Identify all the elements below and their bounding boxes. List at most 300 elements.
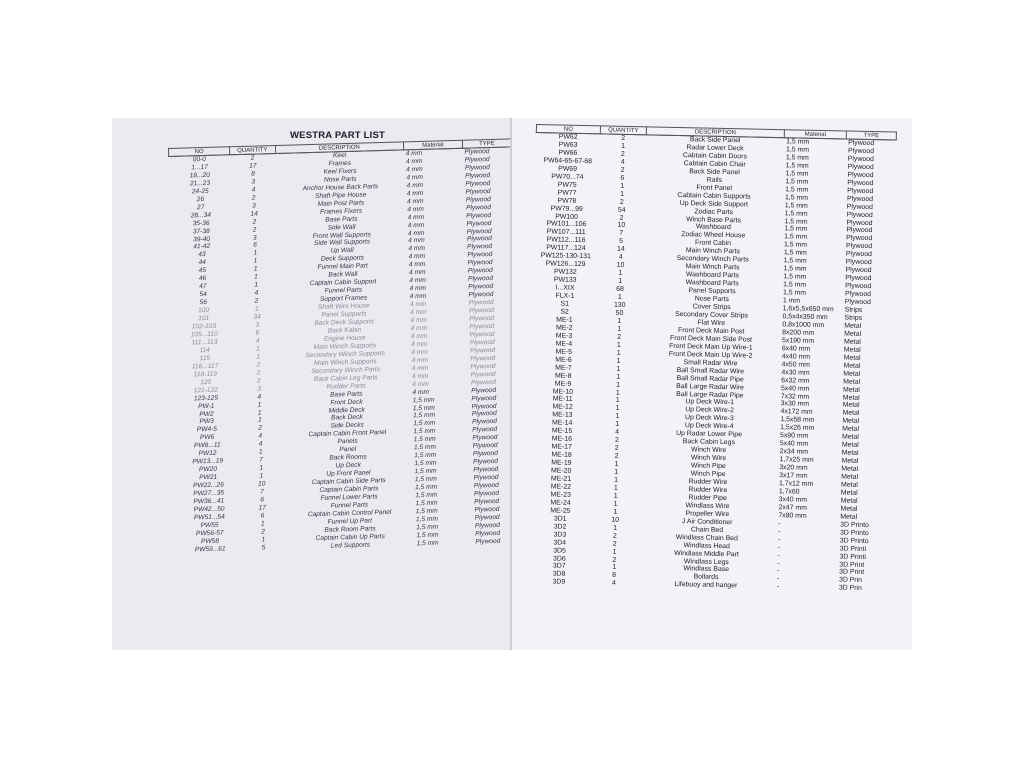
part-description: Anchor House Back Parts [302, 182, 379, 193]
part-number: S1 [560, 300, 570, 308]
part-number: ME-21 [550, 475, 572, 483]
part-quantity: 1 [259, 464, 264, 472]
part-description: Back Rooms [329, 453, 367, 462]
part-description: Front Deck [330, 398, 363, 407]
part-description: Secondary Winch Parts [676, 255, 749, 264]
part-quantity: 1 [620, 182, 625, 190]
part-number: 3D4 [553, 539, 567, 547]
part-number: PW117...124 [546, 244, 586, 253]
part-number: 123-125 [193, 394, 219, 402]
part-type: Plywood [467, 251, 493, 260]
part-type: Plywood [468, 307, 494, 315]
part-type: Plywood [846, 203, 873, 211]
part-quantity: 1 [617, 317, 622, 325]
part-description: J Air Conditioner [681, 517, 733, 526]
part-number: PW132 [554, 268, 577, 277]
part-type: Plywood [464, 163, 490, 172]
part-quantity: 1 [257, 416, 262, 425]
part-material: 4 mm [410, 316, 427, 325]
part-material: - [778, 519, 781, 527]
part-quantity: 1 [616, 357, 621, 365]
part-quantity: 1 [614, 468, 619, 476]
part-quantity: 2 [250, 154, 255, 162]
part-description: Frames Fixers [319, 207, 363, 216]
part-number: 39-40 [193, 235, 211, 243]
part-material: 1,5 mm [784, 201, 808, 210]
part-description: Zodiac Wheel House [681, 231, 746, 240]
part-type: Plywood [846, 227, 873, 235]
part-description: Front Deck Main Up Wire-1 [669, 342, 753, 352]
part-quantity: 2 [252, 218, 257, 226]
part-description: Back Deck Supports [314, 318, 375, 327]
part-material: 3x30 mm [780, 400, 810, 409]
part-quantity: 2 [612, 532, 617, 540]
part-quantity: 1 [613, 524, 618, 532]
part-description: Support Frames [319, 294, 368, 303]
part-quantity: 4 [254, 289, 259, 297]
part-number: 118-119 [193, 370, 218, 379]
part-description: Panels [337, 438, 358, 446]
part-type: Plywood [466, 219, 492, 228]
part-description: Captain Cabin Control Panel [307, 508, 392, 519]
part-type: Plywood [844, 298, 871, 307]
part-material: 1,5 mm [784, 225, 808, 234]
part-description: Keel Fixers [323, 167, 357, 176]
part-description: Up Radar Lower Pipe [676, 430, 743, 439]
part-quantity: 1 [254, 305, 259, 313]
part-type: Plywood [845, 242, 873, 251]
part-material: 4 mm [410, 324, 428, 333]
part-number: PW3 [199, 418, 214, 426]
part-quantity: 4 [615, 428, 620, 437]
part-description: Secondary Winch Supports [305, 349, 386, 360]
part-material: 1,7x60 [778, 488, 800, 496]
part-material: 3x17 mm [779, 472, 808, 480]
part-type: Metal [843, 378, 861, 386]
part-type: Metal [840, 497, 858, 505]
part-type: Metal [843, 354, 861, 362]
part-description: Deck Supports [320, 254, 365, 264]
part-material: 1,5 mm [783, 241, 808, 250]
part-description: Lifebuoy and hanger [674, 581, 738, 590]
part-number: 114 [199, 346, 211, 355]
part-quantity: 1 [617, 325, 622, 333]
part-material: 5x90 mm [779, 432, 809, 441]
part-description: Side Wall Supports [313, 238, 371, 248]
part-type: Metal [843, 346, 861, 354]
part-description: Cabtain Cabin Doors [682, 151, 747, 161]
part-material: 4 mm [412, 388, 429, 396]
part-material: 1,5 mm [783, 281, 807, 289]
part-type: Plywood [471, 402, 497, 411]
part-material: 0,5x4x350 mm [782, 313, 828, 322]
part-material: 1,5 mm [412, 404, 435, 412]
part-type: Plywood [465, 203, 492, 212]
part-type: Plywood [470, 378, 496, 387]
part-material: 1,5 mm [414, 459, 437, 468]
part-material: 4 mm [411, 364, 429, 373]
part-quantity: 14 [616, 246, 625, 254]
part-material: 1,5 mm [784, 193, 809, 202]
part-quantity: 1 [258, 448, 263, 456]
part-number: 3D8 [552, 570, 566, 579]
part-quantity: 1 [615, 405, 620, 413]
part-material: 4 mm [407, 205, 424, 214]
part-description: Base Parts [330, 390, 363, 399]
part-quantity: 1 [615, 413, 620, 421]
part-number: 3D5 [553, 547, 566, 555]
part-type: Strips [844, 314, 863, 322]
part-description: Led Supports [330, 541, 371, 550]
part-material: 4 mm [410, 340, 428, 349]
part-description: Windlass Middle Part [674, 549, 739, 558]
part-number: PW6 [199, 434, 215, 442]
part-material: 4 mm [408, 237, 425, 245]
part-type: Plywood [474, 521, 500, 530]
part-type: Plywood [467, 267, 493, 275]
part-quantity: 2 [617, 333, 622, 341]
part-material: 4x50 mm [781, 360, 810, 369]
part-quantity: 50 [615, 309, 624, 317]
part-type: 3D Printo [839, 529, 869, 537]
part-number: PW62 [558, 133, 578, 141]
part-number: 28...34 [190, 211, 212, 220]
part-description: Rudder Wire [688, 478, 728, 487]
header-description: DESCRIPTION [275, 142, 404, 154]
part-description: Up Deck Wire-4 [684, 422, 734, 431]
part-number: ME-10 [552, 387, 574, 396]
part-type: Metal [841, 457, 859, 465]
part-number: PW13...19 [192, 457, 224, 466]
part-material: 4 mm [408, 253, 426, 261]
part-quantity: 1 [612, 548, 617, 556]
part-description: Main Winch Parts [685, 247, 740, 256]
part-description: Cabtain Cabin Chair [683, 159, 746, 169]
part-material: 4 mm [406, 189, 424, 198]
part-type: Plywood [471, 418, 498, 427]
part-description: Back Deck [331, 414, 363, 423]
part-number: 24-25 [191, 187, 209, 196]
part-quantity: 2 [614, 452, 619, 460]
part-material: 4 mm [409, 300, 427, 309]
part-number: 41-42 [193, 243, 211, 251]
part-quantity: 1 [613, 484, 618, 492]
part-quantity: 1 [613, 500, 618, 508]
part-quantity: 1 [257, 401, 262, 409]
part-description: Secondary Cover Strips [675, 310, 748, 320]
part-quantity: 8 [251, 170, 255, 178]
part-material: 2x47 mm [778, 504, 807, 512]
part-type: Plywood [467, 259, 493, 268]
part-type: Plywood [471, 394, 497, 403]
part-number: PW112...116 [546, 236, 586, 245]
part-number: ME-6 [555, 356, 572, 364]
part-description: Radar Lower Deck [686, 144, 744, 153]
part-quantity: 2 [256, 361, 261, 369]
part-description: Back Wall [328, 271, 358, 279]
part-description: Front Cabin [694, 239, 732, 248]
header-material: Material [403, 140, 462, 150]
part-number: 1...17 [191, 163, 208, 172]
part-description: Back Kabin [327, 326, 362, 335]
part-number: S2 [560, 308, 569, 316]
part-material: 1,5 mm [785, 170, 809, 178]
part-material: - [777, 567, 780, 575]
part-description: Panel [339, 446, 357, 454]
part-type: Plywood [466, 211, 492, 220]
part-material: 8x200 mm [782, 329, 815, 337]
part-number: 43 [198, 251, 206, 259]
part-material: 4 mm [410, 332, 428, 341]
part-quantity: 17 [258, 504, 267, 512]
part-type: Plywood [847, 163, 874, 171]
part-number: 121-122 [193, 386, 218, 395]
part-number: I...XIX [555, 284, 575, 292]
part-number: ME-17 [551, 443, 572, 451]
part-type: Plywood [847, 187, 874, 195]
part-material: 1,5 mm [415, 507, 438, 516]
part-type: Plywood [469, 330, 495, 339]
part-material: - [776, 575, 780, 583]
right-page [512, 118, 912, 650]
part-description: Up Deck Wire-1 [685, 398, 735, 407]
part-number: PW77 [557, 189, 577, 197]
part-type: 3D Prin [838, 576, 863, 585]
part-type: Plywood [848, 139, 875, 148]
part-description: Zodiac Parts [694, 207, 734, 216]
left-page [112, 118, 512, 650]
part-material: 7x80 mm [778, 511, 807, 520]
part-type: Plywood [844, 290, 872, 299]
part-description: Front Deck Main Up Wire-2 [668, 350, 753, 360]
part-material: 1,5 mm [785, 185, 809, 194]
part-description: Rails [706, 176, 723, 184]
part-description: Main Winch Supports [313, 358, 377, 367]
part-type: Plywood [845, 266, 872, 275]
part-type: Metal [842, 401, 860, 410]
part-description: Front Deck Main Side Post [669, 334, 753, 344]
part-type: Plywood [846, 195, 874, 203]
part-description: Nose Parts [323, 175, 357, 184]
part-number: PW100 [555, 212, 578, 221]
part-description: Back Cabin Legs [682, 438, 735, 447]
part-number: 101 [198, 314, 210, 323]
part-quantity: 1 [617, 293, 622, 301]
part-quantity: 1 [256, 353, 261, 361]
part-material: 4 mm [409, 293, 427, 301]
part-material: - [777, 543, 781, 551]
part-material: 1,5 mm [412, 396, 435, 404]
part-description: Front Deck Main Post [678, 326, 745, 336]
part-quantity: 10 [617, 222, 626, 230]
part-type: Plywood [472, 450, 498, 458]
part-quantity: 7 [259, 488, 264, 496]
part-number: ME-18 [551, 451, 572, 459]
header-quantity: QUANTITY [229, 146, 275, 155]
part-type: Plywood [464, 148, 490, 156]
part-description: Funnel Lower Parts [320, 493, 378, 502]
part-description: Ball Small Radar Pipe [676, 374, 744, 383]
part-number: 102-103 [191, 322, 217, 331]
part-type: Plywood [469, 322, 495, 331]
part-type: Plywood [465, 195, 491, 204]
part-quantity: 1 [614, 476, 619, 484]
part-quantity: 17 [249, 162, 257, 170]
part-number: PW-1 [197, 402, 215, 410]
part-quantity: 1 [259, 472, 264, 480]
part-material: 1,5x58 mm [780, 416, 815, 425]
part-material: 1,5 mm [785, 154, 809, 162]
part-description: Rudder Parts [326, 382, 366, 391]
part-type: Plywood [466, 227, 492, 236]
part-type: Plywood [473, 489, 500, 498]
part-number: PW107...111 [546, 228, 586, 237]
part-quantity: 10 [611, 516, 620, 524]
part-number: 3D3 [553, 531, 567, 539]
part-description: Winch Wire [691, 446, 727, 455]
part-quantity: 10 [616, 261, 625, 270]
part-quantity: 4 [258, 440, 263, 448]
part-quantity: 3 [251, 178, 256, 186]
part-number: ME-23 [550, 491, 571, 499]
part-description: Ball Large Radar Wire [676, 382, 744, 391]
part-material: 5x190 mm [781, 337, 815, 345]
part-type: Plywood [472, 426, 498, 434]
part-type: Metal [840, 505, 858, 513]
part-number: PW27...35 [193, 489, 225, 498]
part-number: ME-24 [550, 499, 571, 507]
part-quantity: 4 [618, 254, 623, 262]
part-type: Plywood [473, 466, 499, 474]
part-quantity: 7 [619, 230, 624, 238]
part-description: Up Deck Wire-2 [685, 406, 734, 415]
part-material: 1,5 mm [782, 289, 807, 297]
part-number: 115 [199, 354, 211, 363]
part-type: Plywood [475, 537, 501, 546]
part-number: PW42...50 [193, 505, 225, 514]
part-material: 1,5 mm [415, 499, 438, 508]
part-type: Plywood [845, 258, 872, 267]
part-quantity: 4 [620, 158, 625, 166]
part-number: PW79...99 [550, 204, 583, 213]
part-type: Metal [841, 449, 859, 457]
part-description: Windlass Chain Bed [675, 533, 738, 542]
part-material: 6x32 mm [781, 376, 810, 385]
part-quantity: 5 [619, 238, 624, 246]
part-material: 1,5 mm [783, 249, 807, 258]
part-number: PW36...41 [193, 497, 225, 506]
part-number: PW75 [557, 181, 577, 189]
part-description: Side Decks [330, 422, 364, 430]
part-quantity: 34 [253, 313, 261, 321]
part-type: Metal [841, 465, 859, 473]
part-type: Plywood [846, 219, 873, 227]
part-quantity: 1 [615, 389, 620, 397]
part-quantity: 2 [254, 297, 259, 305]
part-description: Ball Large Radar Pipe [676, 390, 744, 399]
part-description: Winch Pipe [690, 470, 726, 479]
part-material: 7x32 mm [780, 392, 810, 401]
part-material: 1,5 mm [783, 273, 807, 281]
part-quantity: 5 [261, 544, 266, 552]
part-quantity: 1 [260, 520, 265, 528]
part-type: Plywood [468, 291, 494, 299]
part-number: ME-2 [555, 324, 573, 332]
part-material: 1,5 mm [785, 162, 809, 170]
part-type: Metal [842, 425, 860, 434]
part-description: Flat Wire [697, 319, 726, 327]
part-description: Cover Strips [692, 303, 731, 312]
part-material: 4 mm [406, 197, 424, 206]
part-number: PW101...106 [546, 220, 587, 229]
part-type: 3D Print [839, 560, 865, 569]
part-number: PW21 [199, 473, 218, 482]
part-material: 5x40 mm [779, 440, 809, 448]
part-quantity: 1 [615, 421, 620, 429]
part-description: Windlass Head [683, 541, 730, 550]
part-description: Winch Wire [690, 454, 727, 463]
part-number: PW55 [200, 521, 219, 530]
part-type: Metal [843, 362, 861, 370]
part-number: PW59...61 [194, 545, 226, 554]
part-number: 105...110 [190, 330, 218, 339]
part-quantity: 1 [253, 273, 258, 281]
part-description: Back Side Panel [689, 136, 741, 145]
part-type: Metal [842, 386, 860, 394]
part-number: PW12 [198, 450, 217, 458]
part-quantity: 2 [619, 214, 624, 222]
part-description: Up Deck Wire-3 [684, 414, 734, 423]
part-type: Plywood [467, 243, 493, 252]
part-type: Plywood [469, 314, 495, 323]
part-type: Plywood [474, 505, 500, 514]
part-quantity: 2 [620, 166, 625, 174]
part-number: 3D2 [553, 523, 567, 531]
part-material: 4 mm [407, 229, 425, 237]
part-number: PW125-130-131 [540, 252, 591, 261]
part-quantity: 4 [255, 337, 260, 345]
part-number: PW70...74 [551, 173, 584, 181]
part-number: 37-38 [192, 227, 210, 235]
part-material: 4 mm [406, 173, 423, 182]
part-type: Plywood [847, 179, 874, 187]
part-number: 46 [198, 275, 207, 283]
part-description: Funnel Parts [324, 286, 363, 295]
part-type: Plywood [845, 274, 872, 283]
part-description: Chain Bed [690, 526, 724, 534]
part-type: Plywood [847, 171, 874, 179]
part-type: 3D Printi [839, 545, 867, 553]
part-type: 3D Printo [840, 521, 869, 529]
part-quantity: 14 [250, 210, 258, 218]
part-number: PW8...11 [193, 441, 221, 450]
part-quantity: 1 [253, 265, 258, 273]
part-description: Back Cabin Leg Parts [313, 373, 378, 383]
part-material: 1,5 mm [784, 209, 808, 218]
part-description: Front Panel [696, 184, 733, 192]
part-material: 1,5 mm [785, 178, 809, 186]
part-material: 3x20 mm [779, 464, 808, 472]
part-quantity: 1 [257, 408, 262, 417]
part-quantity: 1 [618, 269, 623, 278]
part-description: Up Deck Side Support [679, 199, 749, 209]
part-type: Plywood [474, 497, 500, 506]
part-description: Front Wall Supports [312, 230, 371, 240]
part-material: 4 mm [411, 348, 428, 357]
part-type: Plywood [474, 513, 500, 522]
part-type: Plywood [470, 370, 496, 379]
part-quantity: 1 [616, 381, 621, 389]
